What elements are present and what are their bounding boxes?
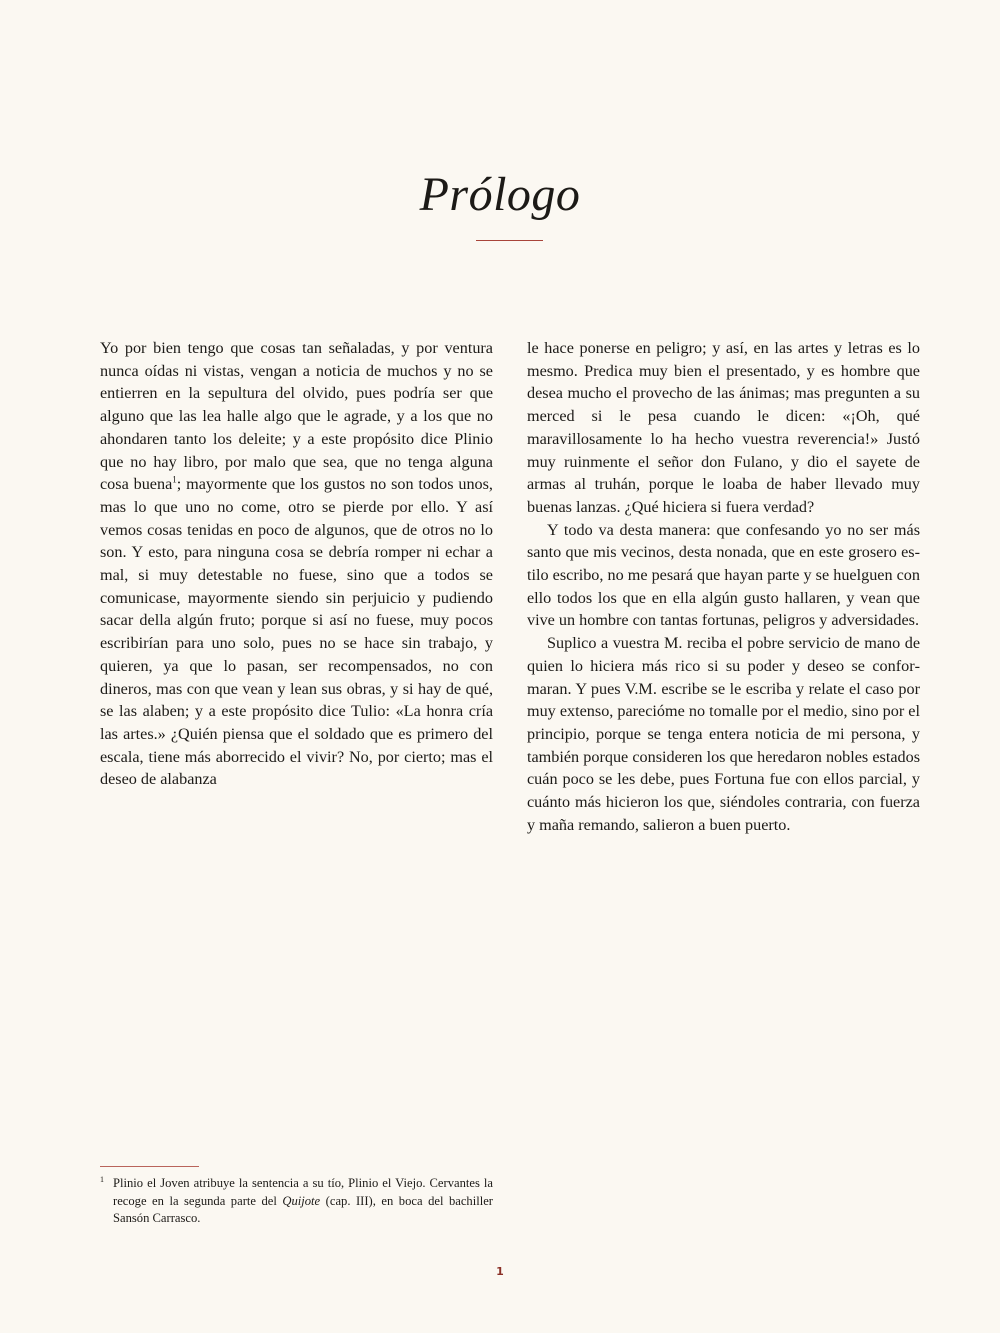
- footnote-work-title: Quijote: [282, 1193, 321, 1208]
- left-column: [100, 337, 493, 791]
- paragraph-2: Y todo va desta manera: que confesando yo no ser más santo que mis vecinos, desta nonada, que en este grosero estilo escribo, no me pesará que hayan parte y se huelguen con ello todos los que en ella algún gusto hallaren, y vean que vive un hombre con tantas fortunas, peligros y adversidades.: [527, 520, 920, 630]
- page-number: 1: [496, 1265, 504, 1278]
- paragraph-1-text-b: ; mayormente que los gustos no son todos unos, mas lo que uno no come, otro se pierde por ello. Y así vemos cosas tenidas en poco de algunos, que de otros no lo son. Y esto, para ninguna cosa se debría romper ni echar a mal, si muy detestable no fuese, sino que a todos se comunicase, mayormente siendo sin perjuicio y pudiendo sacar della algún fruto; porque si así no fuese, muy pocos escribirían para uno solo, pues no se hace sin trabajo, y quieren, ya que lo pasan, ser recompensados, no con dineros, mas con que vean y lean sus obras, y si hay de qué, se las alaben; y a este propósito dice Tulio: «La honra cría las artes.» ¿Quién piensa que el soldado que es primero del escala, tiene más aborrecido el vivir? No, por cierto; mas el deseo de alabanza: [100, 475, 493, 789]
- footnote-text-b: (cap. III), en boca del bachiller Sansón Carrasco.: [113, 1193, 494, 1225]
- chapter-title: Prólogo: [419, 168, 581, 221]
- paragraph-1-text-a: Yo por bien tengo que cosas tan señaladas, y por ventura nunca oídas ni vistas, vengan a noticia de muchos y no se entierren en la sepultura del olvido, pues podría ser que alguno que las lea halle algo que le agrade, y a los que no ahondaren tanto los deleite; y a este propósito dice Plinio que no hay libro, por malo que sea, que no tenga alguna cosa buena: [100, 339, 493, 494]
- footnote-reference[interactable]: 1: [172, 474, 177, 485]
- paragraph-1: [100, 337, 493, 791]
- right-column: [527, 337, 920, 836]
- paragraph-3: Suplico a vuestra M. reciba el pobre servicio de mano de quien lo hiciera más rico si su poder y deseo se conformaran. Y pues V.M. escribe se le escriba y relate el caso por muy extenso, parecióme no tomalle por el medio, sino por el principio, porque se tenga entera noticia de mi persona, y también porque consideren los que heredaron nobles estados cuán poco se les debe, pues Fortuna fue con ellos parcial, y cuánto más hicieron los que, siéndoles contraria, con fuerza y maña remando, salieron a buen puerto.: [527, 634, 920, 834]
- footnote: 1 Plinio el Joven atribuye la sentencia a su tío, Plinio el Viejo. Cervantes la recoge en la segunda parte del Quijote (cap. III), en boca del bachiller Sansón Carrasco.: [100, 1174, 494, 1225]
- footnote-divider: [100, 1166, 199, 1167]
- title-divider: [476, 240, 543, 241]
- paragraph-1-continued: le hace ponerse en peligro; y así, en las artes y letras es lo mesmo. Predica muy bien el presentado, y es hombre que desea mucho el provecho de las ánimas; mas pregunten a su merced si le pesa cuando le dicen: «¡Oh, qué maravillosamente lo ha hecho vuestra reverencia!» Justó muy ruinmente el señor don Fulano, y dio el sayete de armas al truhán, porque le loaba de haber llevado muy buenas lanzas. ¿Qué hiciera si fuera verdad?: [527, 339, 920, 516]
- footnote-text-a: Plinio el Joven atribuye la sentencia a su tío, Plinio el Viejo. Cervantes la recoge en la segunda parte del: [113, 1176, 493, 1208]
